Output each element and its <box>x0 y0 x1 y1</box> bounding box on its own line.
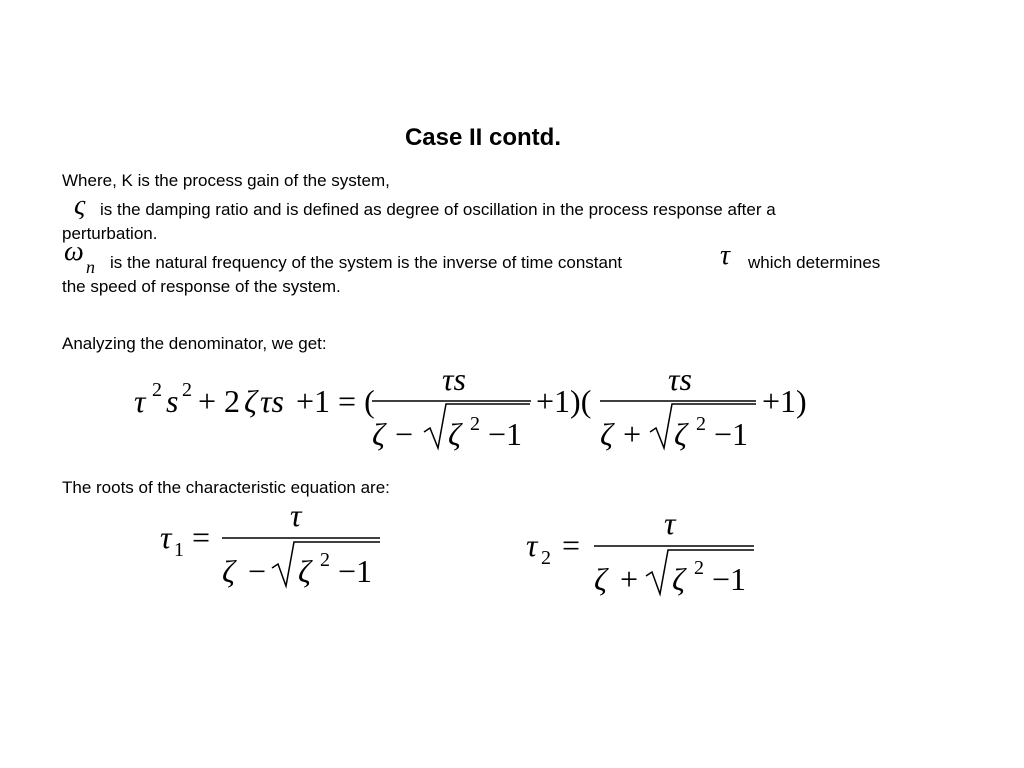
root2-root-zeta: ζ <box>672 561 685 597</box>
eq-close-final: +1) <box>762 383 807 419</box>
root2-den-zeta: ζ <box>594 561 607 597</box>
analyzing-text: Analyzing the denominator, we get: <box>62 334 327 353</box>
frac1-den-zeta: ζ − <box>372 416 415 452</box>
frac1-minus1: −1 <box>488 416 523 452</box>
eq-plus-2: + 2 <box>198 383 241 419</box>
gain-description: Where, K is the process gain of the system, <box>62 171 390 190</box>
root1-equals: = <box>192 519 211 555</box>
natural-frequency-description: is the natural frequency of the system is the inverse of time constant <box>110 253 623 272</box>
slide-title: Case II contd. <box>404 124 562 151</box>
root1-numerator: τ <box>290 497 302 533</box>
frac1-root-sup: 2 <box>470 413 480 435</box>
natural-frequency-continued: the speed of response of the system. <box>62 277 341 296</box>
frac2-numerator: τs <box>668 361 692 397</box>
root1-root-sup: 2 <box>320 549 330 571</box>
frac2-root-zeta: ζ <box>674 416 687 452</box>
root2-minus1: −1 <box>712 561 747 597</box>
root1-den-op: − <box>248 553 267 589</box>
damping-ratio-description: is the damping ratio and is defined as degree of oscillation in the process response after a <box>100 200 776 219</box>
eq-tau-s: τs <box>260 383 284 419</box>
frac2-minus1: −1 <box>714 416 749 452</box>
root2-den-op: + <box>620 561 639 597</box>
root1-equation <box>160 497 380 589</box>
frac2-den-zeta: ζ + <box>600 416 643 452</box>
frac2-root-sup: 2 <box>696 413 706 435</box>
root2-equals: = <box>562 527 581 563</box>
zeta-symbol: ς <box>74 190 86 221</box>
root2-equation <box>526 505 754 597</box>
frac1-numerator: τs <box>442 361 466 397</box>
eq-tau-sup: 2 <box>152 379 162 401</box>
eq-tau: τ <box>134 383 146 419</box>
natural-frequency-trailing: which determines <box>748 253 881 272</box>
root1-root-zeta: ζ <box>298 553 311 589</box>
root1-sub: 1 <box>174 539 184 561</box>
roots-text: The roots of the characteristic equation are: <box>62 478 390 497</box>
damping-ratio-continued: perturbation. <box>62 224 158 243</box>
eq-zeta: ζ <box>244 383 257 419</box>
eq-plus1-equals: +1 = ( <box>296 383 375 419</box>
omega-symbol: ω <box>64 236 84 267</box>
root2-numerator: τ <box>664 505 676 541</box>
eq-close-open: +1)( <box>536 383 592 419</box>
root2-sub: 2 <box>541 547 551 569</box>
omega-subscript: n <box>86 257 95 277</box>
root1-den-zeta: ζ <box>222 553 235 589</box>
eq-s-sup: 2 <box>182 379 192 401</box>
root1-tau: τ <box>160 519 172 555</box>
root2-tau: τ <box>526 527 538 563</box>
root2-root-sup: 2 <box>694 557 704 579</box>
frac1-root-zeta: ζ <box>448 416 461 452</box>
root1-minus1: −1 <box>338 553 373 589</box>
tau-symbol: τ <box>720 240 731 271</box>
eq-s: s <box>166 383 179 419</box>
